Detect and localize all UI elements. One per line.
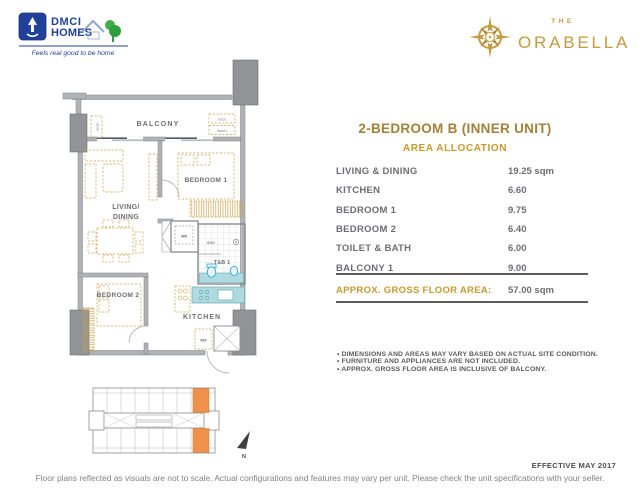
table-row bbox=[336, 181, 600, 200]
ref-label: REF bbox=[200, 338, 207, 343]
wardrobe2 bbox=[83, 308, 94, 352]
table-divider-bottom bbox=[336, 301, 588, 303]
area-allocation-table bbox=[336, 162, 600, 278]
area-label: BALCONY 1 bbox=[336, 262, 394, 274]
toilet-bath-label: T&B 1 bbox=[213, 260, 231, 266]
kitchen-sink-icon bbox=[218, 290, 233, 300]
effective-date: EFFECTIVE MAY 2017 bbox=[531, 461, 616, 470]
toilet-bath-room bbox=[198, 224, 245, 284]
area-label: LIVING & DINING bbox=[336, 166, 418, 178]
note-item: • APPROX. GROSS FLOOR AREA IS INCLUSIVE OF BALCONY. bbox=[337, 366, 627, 373]
area-allocation-heading: AREA ALLOCATION bbox=[402, 143, 508, 154]
dmci-tagline: Feels real good to be home bbox=[31, 50, 115, 57]
highlighted-unit-top bbox=[193, 389, 209, 413]
notes-list bbox=[337, 351, 627, 373]
orabella-name: ORABELLA bbox=[518, 33, 631, 52]
sho-label: SHO bbox=[206, 241, 216, 245]
table-row bbox=[336, 201, 600, 220]
area-value: 19.25 sqm bbox=[508, 166, 554, 178]
gross-floor-area-value: 57.00 sqm bbox=[508, 284, 554, 296]
dining-table bbox=[97, 228, 133, 254]
accu-right-label: ACCU bbox=[217, 117, 227, 122]
living-label-line2: DINING bbox=[112, 214, 140, 221]
area-label: TOILET & BATH bbox=[336, 243, 412, 255]
dmci-name-line1: DMCI bbox=[51, 16, 82, 28]
wacu-label: WACU bbox=[217, 129, 227, 133]
wm-label: WM bbox=[180, 234, 188, 239]
highlighted-unit-bottom bbox=[193, 429, 209, 453]
note-item: • FURNITURE AND APPLIANCES ARE NOT INCLUDED. bbox=[337, 358, 627, 365]
area-value: 9.75 bbox=[508, 204, 527, 216]
bed1 bbox=[178, 153, 234, 199]
kitchen-label: KITCHEN bbox=[182, 314, 222, 321]
area-value: 9.00 bbox=[508, 262, 527, 274]
dmci-homes-logo bbox=[18, 10, 130, 58]
footer-disclaimer: Floor plans reflected as visuals are not to scale. Actual configurations and features may vary per unit. Please check the unit specifications with your seller. bbox=[35, 473, 605, 483]
lavatory-icon bbox=[230, 266, 237, 275]
table-row bbox=[336, 162, 600, 181]
dmci-emblem bbox=[19, 13, 46, 40]
bedroom2-label: BEDROOM 2 bbox=[96, 292, 140, 299]
area-value: 6.60 bbox=[508, 185, 527, 197]
unit-info-panel bbox=[330, 0, 636, 420]
bed2 bbox=[97, 284, 141, 326]
sofa bbox=[85, 150, 123, 161]
wardrobe1 bbox=[190, 201, 243, 217]
accu-left-label: ACCU bbox=[95, 122, 100, 132]
utility-shaft bbox=[214, 326, 240, 351]
table-row bbox=[336, 220, 600, 239]
note-item: • DIMENSIONS AND AREAS MAY VARY BASED ON ACTUAL SITE CONDITION. bbox=[337, 351, 627, 358]
table-divider-top bbox=[336, 273, 588, 275]
area-label: BEDROOM 2 bbox=[336, 224, 397, 236]
bedroom1-label: BEDROOM 1 bbox=[184, 177, 228, 184]
coffee-table bbox=[103, 164, 123, 192]
area-label: KITCHEN bbox=[336, 185, 381, 197]
floor-plan bbox=[25, 58, 270, 383]
area-value: 6.00 bbox=[508, 243, 527, 255]
gross-floor-area-row bbox=[336, 280, 600, 300]
dmci-name-line2: HOMES bbox=[51, 27, 93, 39]
north-arrow-icon bbox=[237, 431, 250, 449]
gross-floor-area-label: APPROX. GROSS FLOOR AREA: bbox=[336, 284, 492, 296]
balcony-label: BALCONY bbox=[136, 121, 180, 128]
unit-title: 2-BEDROOM B (INNER UNIT) bbox=[358, 121, 552, 136]
area-value: 6.40 bbox=[508, 224, 527, 236]
area-label: BEDROOM 1 bbox=[336, 204, 397, 216]
building-key-plan bbox=[80, 382, 262, 460]
living-label-line1: LIVING/ bbox=[112, 204, 140, 211]
table-row bbox=[336, 239, 600, 258]
north-label: N bbox=[242, 454, 246, 460]
orabella-the: THE bbox=[551, 18, 575, 25]
tv-console bbox=[149, 154, 157, 200]
